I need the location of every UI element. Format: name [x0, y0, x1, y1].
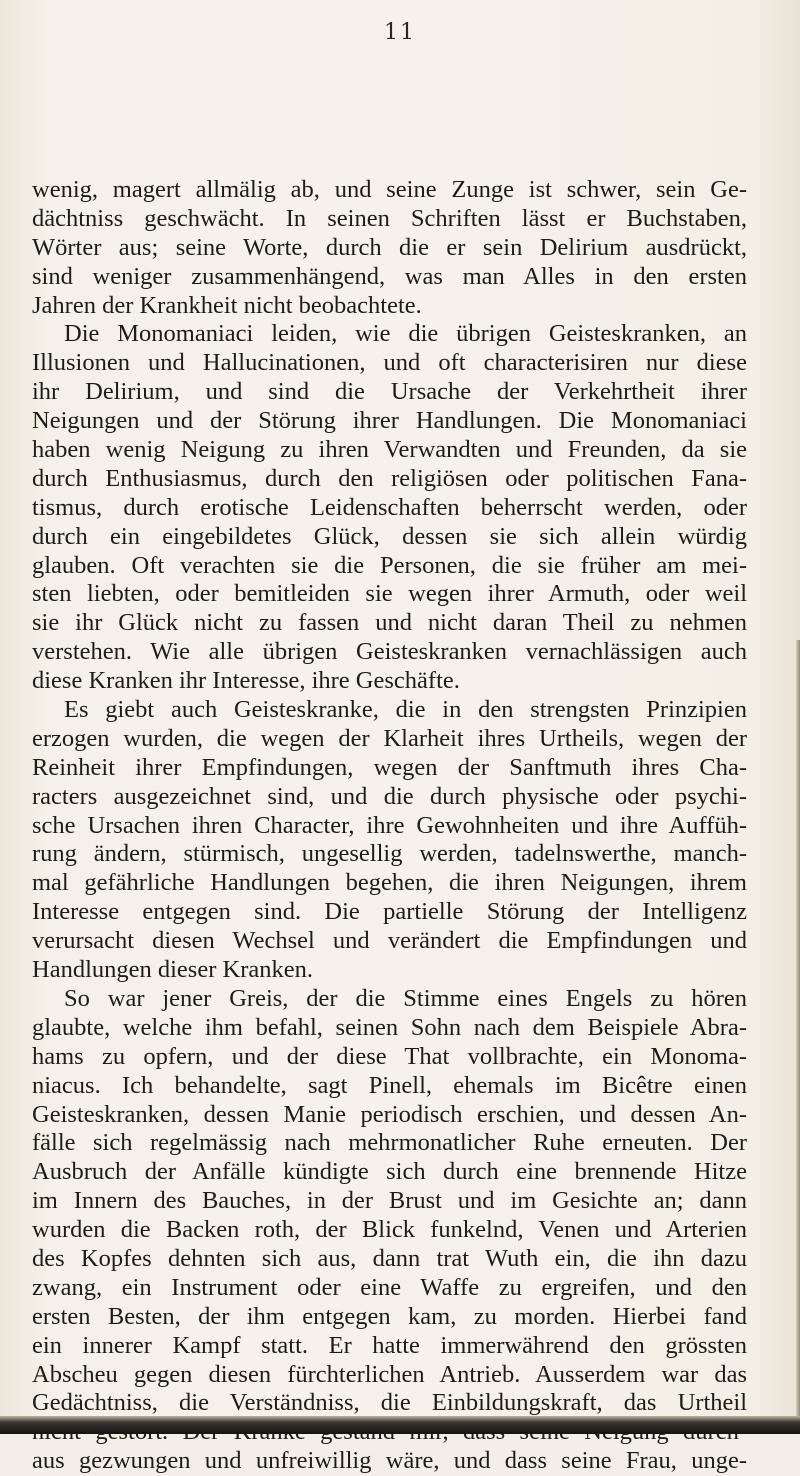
text-line: erzogen wurden, die wegen der Klarheit ihres Urtheils, wegen der	[32, 724, 747, 752]
text-line: verursacht diesen Wechsel und verändert die Empfindungen und	[32, 927, 747, 955]
text-line: ersten Besten, der ihm entgegen kam, zu morden. Hierbei fand	[32, 1302, 747, 1330]
text-line: Es giebt auch Geisteskranke, die in den strengsten Prinzipien	[64, 696, 747, 724]
text-line: Jahren der Krankheit nicht beobachtete.	[32, 291, 422, 319]
text-line: zwang, ein Instrument oder eine Waffe zu ergreifen, und den	[32, 1273, 747, 1301]
text-line: Handlungen dieser Kranken.	[32, 956, 313, 984]
text-line: Gedächtniss, die Verständniss, die Einbildungskraft, das Urtheil	[32, 1389, 747, 1417]
text-line: ihr Delirium, und sind die Ursache der Verkehrtheit ihrer	[32, 378, 747, 406]
paragraph	[32, 696, 747, 985]
text-line: im Innern des Bauches, in der Brust und im Gesichte an; dann	[32, 1187, 747, 1215]
paragraph	[32, 985, 747, 1476]
text-line: Reinheit ihrer Empfindungen, wegen der Sanftmuth ihres Cha-	[32, 753, 747, 781]
paragraph	[32, 320, 747, 696]
text-line: glaubte, welche ihm befahl, seinen Sohn nach dem Beispiele Abra-	[32, 1013, 747, 1041]
page-edge-shadow	[796, 640, 800, 1420]
text-line: sie ihr Glück nicht zu fassen und nicht daran Theil zu nehmen	[32, 609, 747, 637]
text-line: mal gefährliche Handlungen begehen, die ihren Neigungen, ihrem	[32, 869, 747, 897]
text-line: racters ausgezeichnet sind, und die durch physische oder psychi-	[32, 782, 747, 810]
text-line: sche Ursachen ihren Character, ihre Gewohnheiten und ihre Auffüh-	[32, 811, 747, 839]
page-number: 11	[384, 20, 416, 45]
page-bottom-edge	[0, 1416, 800, 1434]
text-line: durch ein eingebildetes Glück, dessen sie sich allein würdig	[32, 522, 747, 550]
text-line: haben wenig Neigung zu ihren Verwandten und Freunden, da sie	[32, 436, 747, 464]
text-line: Interesse entgegen sind. Die partielle Störung der Intelligenz	[32, 898, 747, 926]
text-line: glauben. Oft verachten sie die Personen, die sie früher am mei-	[32, 551, 747, 579]
text-line: fälle sich regelmässig nach mehrmonatlicher Ruhe erneuten. Der	[32, 1129, 747, 1157]
text-line: rung ändern, stürmisch, ungesellig werden, tadelnswerthe, manch-	[32, 840, 747, 868]
text-line: dächtniss geschwächt. In seinen Schriften lässt er Buchstaben,	[32, 204, 747, 232]
text-line: Illusionen und Hallucinationen, und oft characterisiren nur diese	[32, 349, 747, 377]
text-line: Ausbruch der Anfälle kündigte sich durch eine brennende Hitze	[32, 1158, 747, 1186]
text-line: hams zu opfern, und der diese That vollbrachte, ein Monoma-	[32, 1042, 747, 1070]
text-line: sten liebten, oder bemitleiden sie wegen ihrer Armuth, oder weil	[32, 580, 747, 608]
text-line: diese Kranken ihr Interesse, ihre Geschäfte.	[32, 667, 460, 695]
text-line: aus gezwungen und unfreiwillig wäre, und dass seine Frau, unge-	[32, 1447, 747, 1475]
text-line: niacus. Ich behandelte, sagt Pinell, ehemals im Bicêtre einen	[32, 1071, 747, 1099]
text-line: Geisteskranken, dessen Manie periodisch erschien, und dessen An-	[32, 1100, 747, 1128]
text-line: des Kopfes dehnten sich aus, dann trat Wuth ein, die ihn dazu	[32, 1244, 747, 1272]
text-line: verstehen. Wie alle übrigen Geisteskranken vernachlässigen auch	[32, 638, 747, 666]
text-line: wurden die Backen roth, der Blick funkelnd, Venen und Arterien	[32, 1216, 747, 1244]
text-line: Neigungen und der Störung ihrer Handlungen. Die Monomaniaci	[32, 407, 747, 435]
text-line: ein innerer Kampf statt. Er hatte immerwährend den grössten	[32, 1331, 747, 1359]
text-line: durch Enthusiasmus, durch den religiösen oder politischen Fana-	[32, 464, 747, 492]
text-line: tismus, durch erotische Leidenschaften beherrscht werden, oder	[32, 493, 747, 521]
body-text	[32, 176, 747, 1476]
paragraph	[32, 176, 747, 320]
text-line: So war jener Greis, der die Stimme eines Engels zu hören	[64, 984, 747, 1012]
text-line: Die Monomaniaci leiden, wie die übrigen Geisteskranken, an	[64, 320, 747, 348]
text-line: Wörter aus; seine Worte, durch die er sein Delirium ausdrückt,	[32, 233, 747, 261]
text-line: sind weniger zusammenhängend, was man Alles in den ersten	[32, 262, 747, 290]
text-line: Abscheu gegen diesen fürchterlichen Antrieb. Ausserdem war das	[32, 1360, 747, 1388]
text-line: wenig, magert allmälig ab, und seine Zunge ist schwer, sein Ge-	[32, 176, 747, 203]
